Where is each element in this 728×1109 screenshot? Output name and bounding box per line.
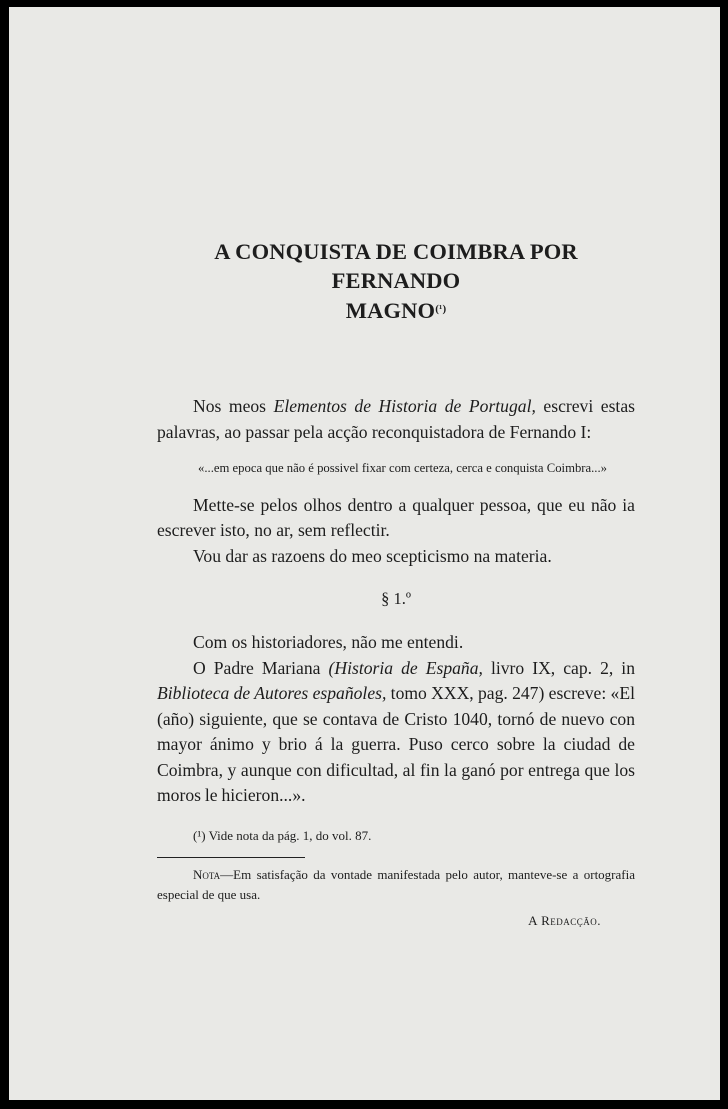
- paragraph-5-e: tomo XXX, pag. 247) escreve: «El (año) siguiente, que se contava de Cristo 1040, tornó de nuevo con mayor ánimo y brio á la guerra. Puso cerco sobre la ciudad de Coimbra, y aunque con dificultad, al fin la ganó por entrega que los moros le hicieron...».: [157, 683, 635, 805]
- footnote: (¹) Vide nota da pág. 1, do vol. 87.: [193, 827, 372, 843]
- paragraph-1: [157, 394, 635, 445]
- paragraph-3: Vou dar as razoens do meo scepticismo na materia.: [193, 545, 552, 566]
- page: [9, 7, 720, 1100]
- article-title: [157, 237, 635, 325]
- note-label: Nota: [193, 866, 221, 882]
- block-quote: «...em epoca que não é possivel fixar com certeza, cerca e conquista Coimbra...»: [198, 461, 607, 475]
- book-title-elementos: Elementos de Historia de Portugal,: [273, 396, 536, 416]
- paragraph-1-lead: Nos meos: [193, 396, 274, 416]
- paragraph-5-a: O Padre Mariana: [193, 657, 329, 678]
- note-text: —Em satisfação da vontade manifestada pelo autor, manteve-se a ortografia especial de que usa.: [157, 866, 635, 902]
- title-line-1: A CONQUISTA DE COIMBRA POR FERNANDO: [214, 239, 578, 293]
- paragraph-5: [157, 656, 635, 809]
- paragraph-5-c: livro IX, cap. 2, in: [482, 657, 635, 678]
- title-footnote-ref: (¹): [435, 303, 447, 315]
- paragraph-1-rest: escrevi estas palavras, ao passar pela acção reconquistadora de Fernando I:: [157, 396, 635, 442]
- footnote-divider: [157, 857, 305, 858]
- editorial-note: [157, 865, 635, 905]
- section-heading: § 1.º: [381, 589, 411, 608]
- paragraph-4: Com os historiadores, não me entendi.: [193, 632, 464, 652]
- book-title-biblioteca: Biblioteca de Autores españoles,: [157, 683, 387, 703]
- editorial-signature: A Redacção.: [528, 912, 601, 928]
- book-title-historia-espana: (Historia de España,: [328, 657, 483, 678]
- paragraph-2: Mette-se pelos olhos dentro a qualquer pessoa, que eu não ia escrever isto, no ar, sem reflectir.: [157, 494, 635, 540]
- title-line-2: MAGNO: [345, 298, 436, 323]
- article: [157, 237, 635, 929]
